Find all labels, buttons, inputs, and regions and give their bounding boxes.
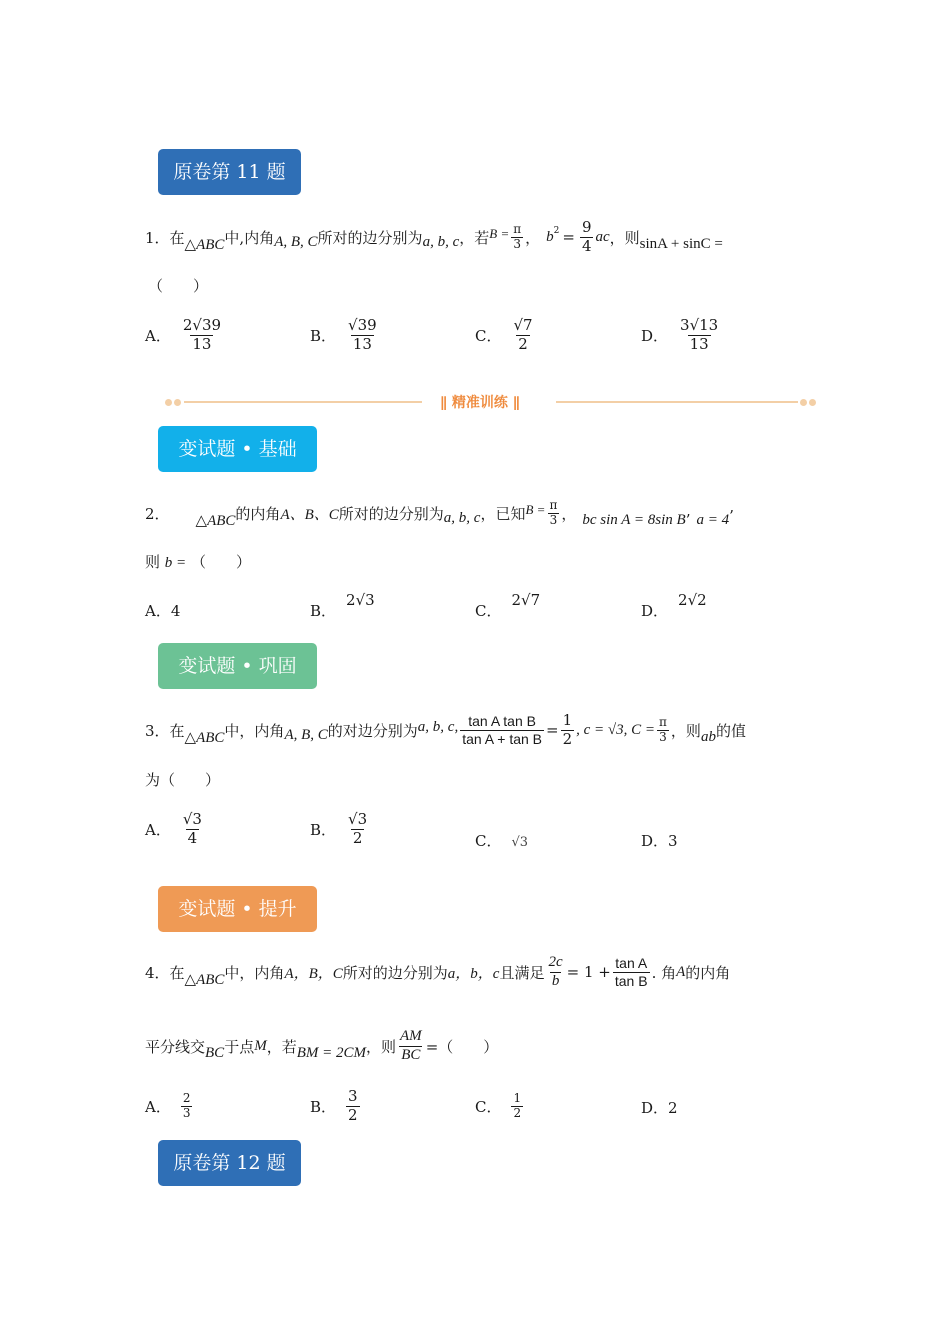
denominator: 2 (562, 729, 573, 748)
math-expr: , c = √3, C = (576, 721, 656, 738)
denominator: tan B (614, 972, 648, 989)
math-vars: a, b, c (422, 233, 460, 250)
text: 的值 (715, 721, 746, 740)
fraction-2c-over-b (546, 954, 564, 990)
q4-option-a[interactable] (145, 1082, 194, 1130)
fraction-pi-over-3 (511, 223, 523, 252)
q4-option-b[interactable] (310, 1082, 362, 1130)
question-3-line-2: 为（ ） (145, 771, 221, 789)
math-var: M (254, 1037, 267, 1054)
q3-option-c[interactable] (475, 830, 528, 851)
numerator: 9 (581, 218, 592, 237)
question-number: 4．在 (145, 963, 185, 982)
text: ，若 (266, 1037, 297, 1056)
option-label: D． (641, 1099, 669, 1117)
option-fraction (181, 811, 204, 847)
option-label: C． (475, 602, 502, 620)
option-fraction (511, 1092, 523, 1121)
option-fraction (181, 317, 223, 353)
math-var: BC (205, 1044, 225, 1061)
math-expr: BM = 2CM (296, 1044, 366, 1061)
question-1-paren: （ ） (148, 277, 209, 295)
option-value: 3 (668, 832, 678, 850)
option-label: B． (310, 602, 337, 620)
text: . 角 (651, 963, 677, 982)
text: =（ ） (425, 1037, 499, 1056)
option-label: C． (475, 326, 502, 345)
denominator: 4 (581, 236, 592, 255)
divider-line-left (184, 401, 422, 403)
denominator: 4 (187, 828, 198, 847)
question-number: 1．在 (145, 228, 185, 247)
fraction-am-over-bc (398, 1028, 424, 1064)
q2-option-b[interactable] (310, 591, 375, 621)
question-1-line-1 (145, 212, 723, 262)
text: 于点 (224, 1037, 255, 1056)
divider-dot (165, 399, 172, 406)
math-vars: A、B、C (280, 506, 339, 523)
math-vars: A, B, C (274, 233, 318, 250)
denominator: tan A + tan B (462, 730, 543, 747)
divider-label: 精准训练 (451, 395, 508, 411)
option-fraction (346, 811, 369, 847)
text: 的内角 (685, 963, 731, 982)
denominator: 3 (549, 512, 558, 527)
numerator: 3√13 (680, 316, 719, 335)
denominator: 2 (352, 828, 363, 847)
section-tag-consolidate: 变试题 • 巩固 (158, 643, 317, 689)
q2-option-c[interactable] (475, 591, 541, 621)
option-label: A． (145, 602, 171, 620)
option-label: D． (641, 832, 669, 850)
denominator: 2 (518, 334, 528, 353)
text: 所对的边分别为 (317, 228, 423, 247)
denominator: 13 (352, 334, 372, 353)
q1-option-d[interactable] (641, 310, 722, 360)
numerator: 3 (348, 1087, 358, 1106)
option-value: 2√3 (346, 591, 375, 609)
option-fraction (678, 317, 720, 353)
denominator: 3 (513, 236, 521, 251)
numerator: 2c (548, 954, 563, 971)
denominator: BC (401, 1046, 421, 1063)
numerator: π (513, 221, 522, 236)
text: ，已知 (480, 504, 526, 523)
text: （ ） (190, 553, 251, 571)
denominator: 2 (513, 1105, 522, 1120)
fraction-tan (460, 713, 544, 746)
fraction-1-over-2 (561, 712, 575, 748)
q4-option-c[interactable] (475, 1082, 525, 1130)
text: = (546, 721, 559, 739)
fraction-pi-over-3 (657, 716, 669, 745)
option-label: B． (310, 326, 337, 345)
math-var: A (676, 963, 686, 980)
option-value: 2 (668, 1099, 678, 1117)
q3-option-a[interactable] (145, 804, 206, 854)
option-label: A． (145, 1097, 171, 1116)
math-expr: bc sin A = 8sin B (582, 511, 686, 528)
option-label: C． (475, 832, 502, 850)
question-4-line-2 (145, 1020, 498, 1072)
text: ，则 (670, 721, 701, 740)
exponent: 2 (553, 226, 560, 236)
text: 中，内角 (224, 721, 285, 740)
denominator: 13 (689, 334, 709, 353)
q3-option-d[interactable] (641, 830, 678, 851)
triangle-abc: △ABC (184, 971, 225, 988)
fraction-pi-over-3 (547, 499, 559, 528)
option-value: 2√2 (678, 591, 707, 609)
math-var: ac (595, 228, 610, 245)
double-slash-icon: ∥ (512, 395, 520, 411)
text: ， (561, 504, 577, 523)
fraction-9-over-4 (580, 219, 594, 255)
q1-option-c[interactable] (475, 310, 537, 360)
text: ，则 (366, 1037, 397, 1056)
divider-line-right (556, 401, 798, 403)
option-fraction (511, 317, 534, 353)
math-expr: a = 4 (696, 511, 730, 528)
question-2-line-2 (145, 551, 251, 572)
text: ，若 (459, 228, 490, 247)
text: ， (525, 228, 541, 247)
numerator: 2 (182, 1090, 191, 1105)
fraction-tanA-over-tanB (613, 955, 650, 988)
math-vars: a，b，c (447, 965, 500, 982)
numerator: √3 (182, 810, 202, 829)
question-3-line-1 (145, 704, 746, 756)
text: 中，内角 (224, 963, 285, 982)
option-label: A． (145, 820, 171, 839)
numerator: √39 (348, 316, 377, 335)
q1-option-b[interactable] (310, 310, 381, 360)
denominator: 2 (348, 1105, 358, 1124)
math-expr: b = (164, 555, 187, 571)
option-label: C． (475, 1097, 502, 1116)
numerator: tan A (615, 955, 648, 972)
denominator: 3 (182, 1105, 191, 1120)
option-label: B． (310, 820, 337, 839)
divider-dot (174, 399, 181, 406)
option-label: D． (641, 602, 669, 620)
triangle-abc: △ABC (195, 512, 236, 529)
q1-option-a[interactable] (145, 310, 225, 360)
q4-option-d[interactable] (641, 1097, 678, 1118)
numerator: tan A tan B (468, 713, 536, 730)
option-label: B． (310, 1097, 337, 1116)
text: 平分线交 (145, 1037, 206, 1056)
text: = 1 + (566, 963, 611, 981)
option-label: D． (641, 326, 669, 345)
numerator: 2√39 (182, 316, 222, 335)
denominator: b (551, 972, 560, 989)
divider-title (440, 392, 520, 412)
question-number: 2． (145, 504, 170, 523)
text: 的内角 (235, 504, 281, 523)
triangle-abc: △ABC (184, 729, 225, 746)
question-number: 3．在 (145, 721, 185, 740)
text: 的对边分别为 (327, 721, 418, 740)
numerator: √3 (348, 810, 368, 829)
option-fraction (346, 1088, 360, 1124)
text: 且满足 (499, 963, 545, 982)
question-4-line-1 (145, 946, 730, 998)
math-var: b (546, 228, 554, 245)
math-var: ab (700, 728, 716, 745)
math-expr: B = (489, 226, 510, 241)
numerator: π (549, 497, 558, 512)
numerator: √7 (513, 316, 533, 335)
option-label: A． (145, 326, 171, 345)
denominator: 3 (659, 729, 667, 744)
question-2-line-1: 2． △ABC 的内角 A、B、C 所对的边分别为 a, b, c ，已知 B = $\frac{\pi}{3}$ ， bc sin A = 8sin B ’ a = 4 ’ (145, 497, 734, 529)
triangle-abc: △ABC (184, 236, 225, 253)
math-vars: A，B，C (284, 965, 343, 982)
numerator: 1 (562, 711, 573, 730)
text: 则 (145, 553, 161, 571)
denominator: 13 (192, 334, 212, 353)
divider-dot (809, 399, 816, 406)
math-vars: a, b, c (443, 509, 481, 526)
math-vars: a, b, c, (417, 718, 459, 735)
math-vars: A, B, C (284, 726, 328, 743)
section-tag-original-11: 原卷第 11 题 (158, 149, 301, 195)
text: = (562, 228, 575, 246)
text: 所对的边分别为 (342, 963, 448, 982)
numerator: AM (400, 1028, 422, 1045)
q2-option-a[interactable] (145, 600, 180, 621)
section-tag-original-12: 原卷第 12 题 (158, 1140, 301, 1186)
text: ，则 (609, 228, 640, 247)
numerator: 1 (513, 1090, 522, 1105)
q2-option-d[interactable] (641, 591, 707, 621)
math-expr: sinA + sinC = (639, 235, 723, 252)
text: 中,内角 (224, 228, 275, 247)
math-expr: B = (525, 502, 546, 517)
numerator: π (659, 714, 667, 729)
option-fraction (181, 1092, 193, 1121)
q3-option-b[interactable] (310, 804, 371, 854)
double-slash-icon: ∥ (440, 395, 447, 411)
option-value: 4 (170, 602, 181, 620)
divider-dot (800, 399, 807, 406)
option-fraction (346, 317, 379, 353)
option-value: √3 (511, 835, 529, 850)
option-value: 2√7 (511, 591, 541, 609)
section-tag-improve: 变试题 • 提升 (158, 886, 317, 932)
section-tag-basic: 变试题 • 基础 (158, 426, 317, 472)
text: 所对的边分别为 (338, 504, 444, 523)
